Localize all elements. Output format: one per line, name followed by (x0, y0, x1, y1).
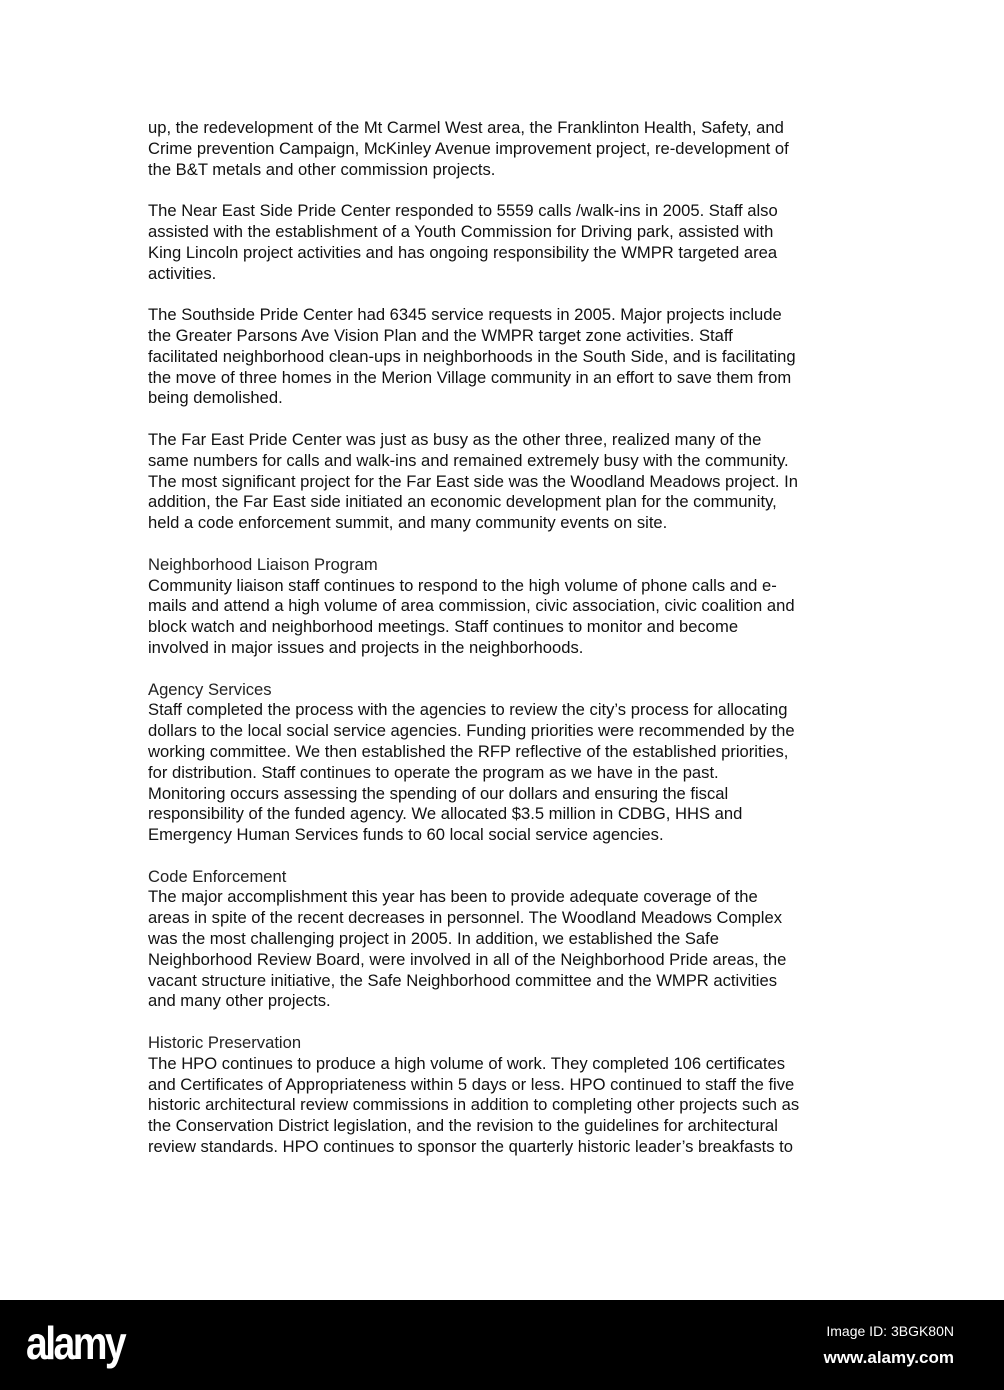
text-line: Crime prevention Campaign, McKinley Avenue improvement project, re-development of (148, 138, 789, 158)
text-line: vacant structure initiative, the Safe Neighborhood committee and the WMPR activities (148, 970, 778, 990)
paragraph (148, 555, 868, 659)
text-line: block watch and neighborhood meetings. Staff continues to monitor and become (148, 617, 739, 637)
paragraph (148, 430, 868, 534)
text-line: being demolished. (148, 388, 283, 408)
text-line: Neighborhood Review Board, were involved in all of the Neighborhood Pride areas, the (148, 949, 787, 969)
text-line: The most significant project for the Far East side was the Woodland Meadows project. In (148, 471, 798, 491)
text-line: activities. (148, 263, 217, 283)
text-line: areas in spite of the recent decreases in personnel. The Woodland Meadows Complex (148, 908, 782, 928)
text-line: Community liaison staff continues to respond to the high volume of phone calls and e- (148, 575, 777, 595)
text-line: assisted with the establishment of a Youth Commission for Driving park, assisted with (148, 221, 774, 241)
text-line: responsibility of the funded agency. We allocated $3.5 million in CDBG, HHS and (148, 804, 743, 824)
text-line: dollars to the local social service agencies. Funding priorities were recommended by the (148, 721, 795, 741)
paragraph (148, 1033, 868, 1158)
text-line: The Far East Pride Center was just as busy as the other three, realized many of the (148, 429, 762, 449)
text-line: The HPO continues to produce a high volume of work. They completed 106 certificates (148, 1053, 786, 1073)
text-line: facilitated neighborhood clean-ups in neighborhoods in the South Side, and is facilitating (148, 346, 796, 366)
site-url: www.alamy.com (823, 1348, 954, 1367)
section-heading: Historic Preservation (148, 1033, 302, 1053)
text-line: working committee. We then established the RFP reflective of the established priorities, (148, 741, 789, 761)
paragraph (148, 867, 868, 1013)
text-line: involved in major issues and projects in the neighborhoods. (148, 637, 584, 657)
text-line: same numbers for calls and walk-ins and remained extremely busy with the community. (148, 450, 789, 470)
text-line: The major accomplishment this year has been to provide adequate coverage of the (148, 887, 758, 907)
text-line: Emergency Human Services funds to 60 local social service agencies. (148, 825, 664, 845)
text-line: up, the redevelopment of the Mt Carmel West area, the Franklinton Health, Safety, and (148, 118, 784, 137)
section-heading: Code Enforcement (148, 866, 287, 886)
section-heading: Neighborhood Liaison Program (148, 554, 378, 574)
text-line: historic architectural review commissions in addition to completing other projects such as (148, 1095, 800, 1115)
text-line: held a code enforcement summit, and many community events on site. (148, 513, 668, 533)
text-line: review standards. HPO continues to sponsor the quarterly historic leader’s breakfasts to (148, 1137, 794, 1157)
watermark-footer (0, 1300, 1004, 1390)
text-line: and many other projects. (148, 991, 331, 1011)
text-line: The Southside Pride Center had 6345 service requests in 2005. Major projects include (148, 305, 782, 325)
text-line: the Greater Parsons Ave Vision Plan and the WMPR target zone activities. Staff (148, 325, 733, 345)
text-line: and Certificates of Appropriateness within 5 days or less. HPO continued to staff the five (148, 1074, 795, 1094)
text-line: addition, the Far East side initiated an economic development plan for the community, (148, 492, 777, 512)
text-line: mails and attend a high volume of area commission, civic association, civic coalition and (148, 596, 795, 616)
text-line: King Lincoln project activities and has ongoing responsibility the WMPR targeted area (148, 242, 778, 262)
paragraph (148, 201, 868, 284)
document-page (148, 118, 868, 1179)
text-line: The Near East Side Pride Center responded to 5559 calls /walk-ins in 2005. Staff also (148, 201, 778, 221)
text-line: Monitoring occurs assessing the spending of our dollars and ensuring the fiscal (148, 783, 729, 803)
text-line: the B&T metals and other commission projects. (148, 159, 496, 179)
text-line: was the most challenging project in 2005. In addition, we established the Safe (148, 929, 720, 949)
paragraph (148, 680, 868, 846)
section-heading: Agency Services (148, 679, 272, 699)
image-id: Image ID: 3BGK80N (826, 1323, 954, 1339)
text-line: the Conservation District legislation, and the revision to the guidelines for architectural (148, 1116, 778, 1136)
paragraph (148, 118, 868, 180)
text-line: for distribution. Staff continues to operate the program as we have in the past. (148, 762, 719, 782)
paragraph (148, 305, 868, 409)
text-line: Staff completed the process with the agencies to review the city’s process for allocating (148, 700, 788, 720)
alamy-logo: alamy (26, 1317, 125, 1369)
text-line: the move of three homes in the Merion Village community in an effort to save them from (148, 367, 792, 387)
